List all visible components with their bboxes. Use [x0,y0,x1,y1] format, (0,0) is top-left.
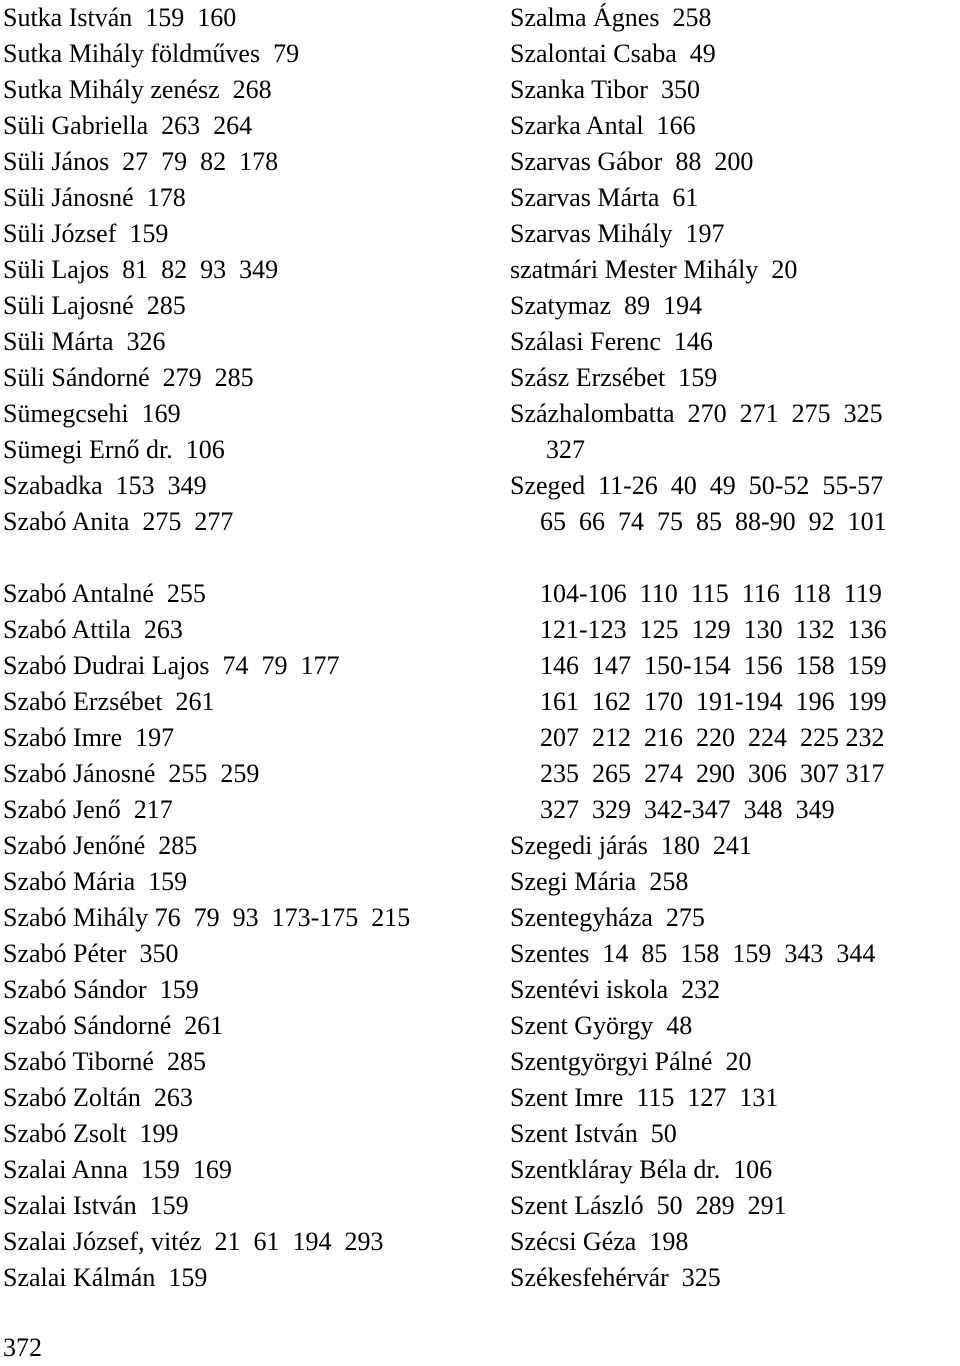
index-entry: Szabó Zsolt 199 [3,1119,179,1148]
index-entry: Szalontai Csaba 49 [510,39,716,68]
index-entry: Szarvas Márta 61 [510,183,699,212]
index-entry: Szalai József, vitéz 21 61 194 293 [3,1227,384,1256]
index-entry: Szabó Dudrai Lajos 74 79 177 [3,651,340,680]
index-entry-continuation: 104-106 110 115 116 118 119 [540,579,882,608]
index-entry-continuation: 161 162 170 191-194 196 199 [540,687,887,716]
index-entry: Szegedi járás 180 241 [510,831,752,860]
index-entry: Szanka Tibor 350 [510,75,700,104]
index-entry-continuation: 327 [546,435,585,464]
index-entry: Szécsi Géza 198 [510,1227,689,1256]
index-entry: Székesfehérvár 325 [510,1263,721,1292]
column-gap [510,540,960,576]
index-entry: Szabó Erzsébet 261 [3,687,215,716]
index-entry: Szabó Zoltán 263 [3,1083,193,1112]
index-right-column [510,0,960,1296]
index-entry: Százhalombatta 270 271 275 325 [510,399,883,428]
index-entry: Szálasi Ferenc 146 [510,327,713,356]
index-entry: Szentes 14 85 158 159 343 344 [510,939,876,968]
index-entry: Szarvas Mihály 197 [510,219,725,248]
index-entry: Sümegcsehi 169 [3,399,181,428]
index-entry: Szabó Mária 159 [3,867,188,896]
index-entry: Süli Gabriella 263 264 [3,111,253,140]
index-entry: Szalma Ágnes 258 [510,3,712,32]
index-entry-continuation: 121-123 125 129 130 132 136 [540,615,887,644]
left-column-top-entries [3,0,503,540]
index-entry: Süli Sándorné 279 285 [3,363,254,392]
index-entry: Szabó Attila 263 [3,615,183,644]
index-entry: Szabó Mihály 76 79 93 173-175 215 [3,903,411,932]
index-entry: Szegi Mária 258 [510,867,689,896]
index-entry: Szent László 50 289 291 [510,1191,787,1220]
index-entry: Szalai Anna 159 169 [3,1155,232,1184]
index-entry: Szentegyháza 275 [510,903,705,932]
index-left-column [3,0,503,1296]
index-entry: Szabó Antalné 255 [3,579,206,608]
right-column-top-entries [510,0,960,432]
right-column-bottom-entries [510,828,960,1296]
index-entry: Sutka Mihály földműves 79 [3,39,300,68]
index-entry: Szatymaz 89 194 [510,291,703,320]
index-entry: Szalai Kálmán 159 [3,1263,208,1292]
column-gap [3,540,503,576]
index-entry: Szeged 11-26 40 49 50-52 55-57 [510,471,884,500]
index-entry: Szarvas Gábor 88 200 [510,147,754,176]
index-entry: Süli József 159 [3,219,169,248]
index-entry: Szász Erzsébet 159 [510,363,718,392]
index-entry: Szabó Imre 197 [3,723,175,752]
page-number: 372 [3,1333,42,1362]
index-entry: Sutka Mihály zenész 268 [3,75,272,104]
left-column-bottom-entries [3,576,503,1296]
index-entry: Szabó Péter 350 [3,939,179,968]
szeged-page-continuations [510,576,960,828]
index-entry-continuation: 207 212 216 220 224 225 232 [540,723,885,752]
index-entry: Szabó Sándorné 261 [3,1011,224,1040]
index-entry: Süli Lajos 81 82 93 349 [3,255,279,284]
index-entry: szatmári Mester Mihály 20 [510,255,798,284]
index-entry: Szabó Tiborné 285 [3,1047,206,1076]
index-entry-continuation: 327 329 342-347 348 349 [540,795,835,824]
index-entry: Szarka Antal 166 [510,111,696,140]
index-entry: Szentgyörgyi Pálné 20 [510,1047,752,1076]
index-entry: Szabó Sándor 159 [3,975,199,1004]
index-entry: Szent István 50 [510,1119,677,1148]
index-entry-continuation: 146 147 150-154 156 158 159 [540,651,887,680]
index-entry: Szentkláray Béla dr. 106 [510,1155,773,1184]
index-entry: Szabó Anita 275 277 [3,507,234,536]
index-entry: Süli Lajosné 285 [3,291,186,320]
index-entry: Szalai István 159 [3,1191,189,1220]
index-entry: Szabadka 153 349 [3,471,207,500]
index-entry-continuation: 235 265 274 290 306 307 317 [540,759,885,788]
index-entry: Süli Jánosné 178 [3,183,186,212]
index-entry: Szabó Jenő 217 [3,795,173,824]
index-entry: Sutka István 159 160 [3,3,237,32]
index-entry: Süli János 27 79 82 178 [3,147,279,176]
index-entry-continuation: 65 66 74 75 85 88-90 92 101 [540,507,887,536]
index-entry: Süli Márta 326 [3,327,166,356]
index-entry: Sümegi Ernő dr. 106 [3,435,225,464]
index-entry: Szentévi iskola 232 [510,975,721,1004]
index-entry: Szent Imre 115 127 131 [510,1083,779,1112]
index-entry: Szent György 48 [510,1011,693,1040]
index-entry: Szabó Jenőné 285 [3,831,198,860]
index-entry: Szabó Jánosné 255 259 [3,759,260,788]
